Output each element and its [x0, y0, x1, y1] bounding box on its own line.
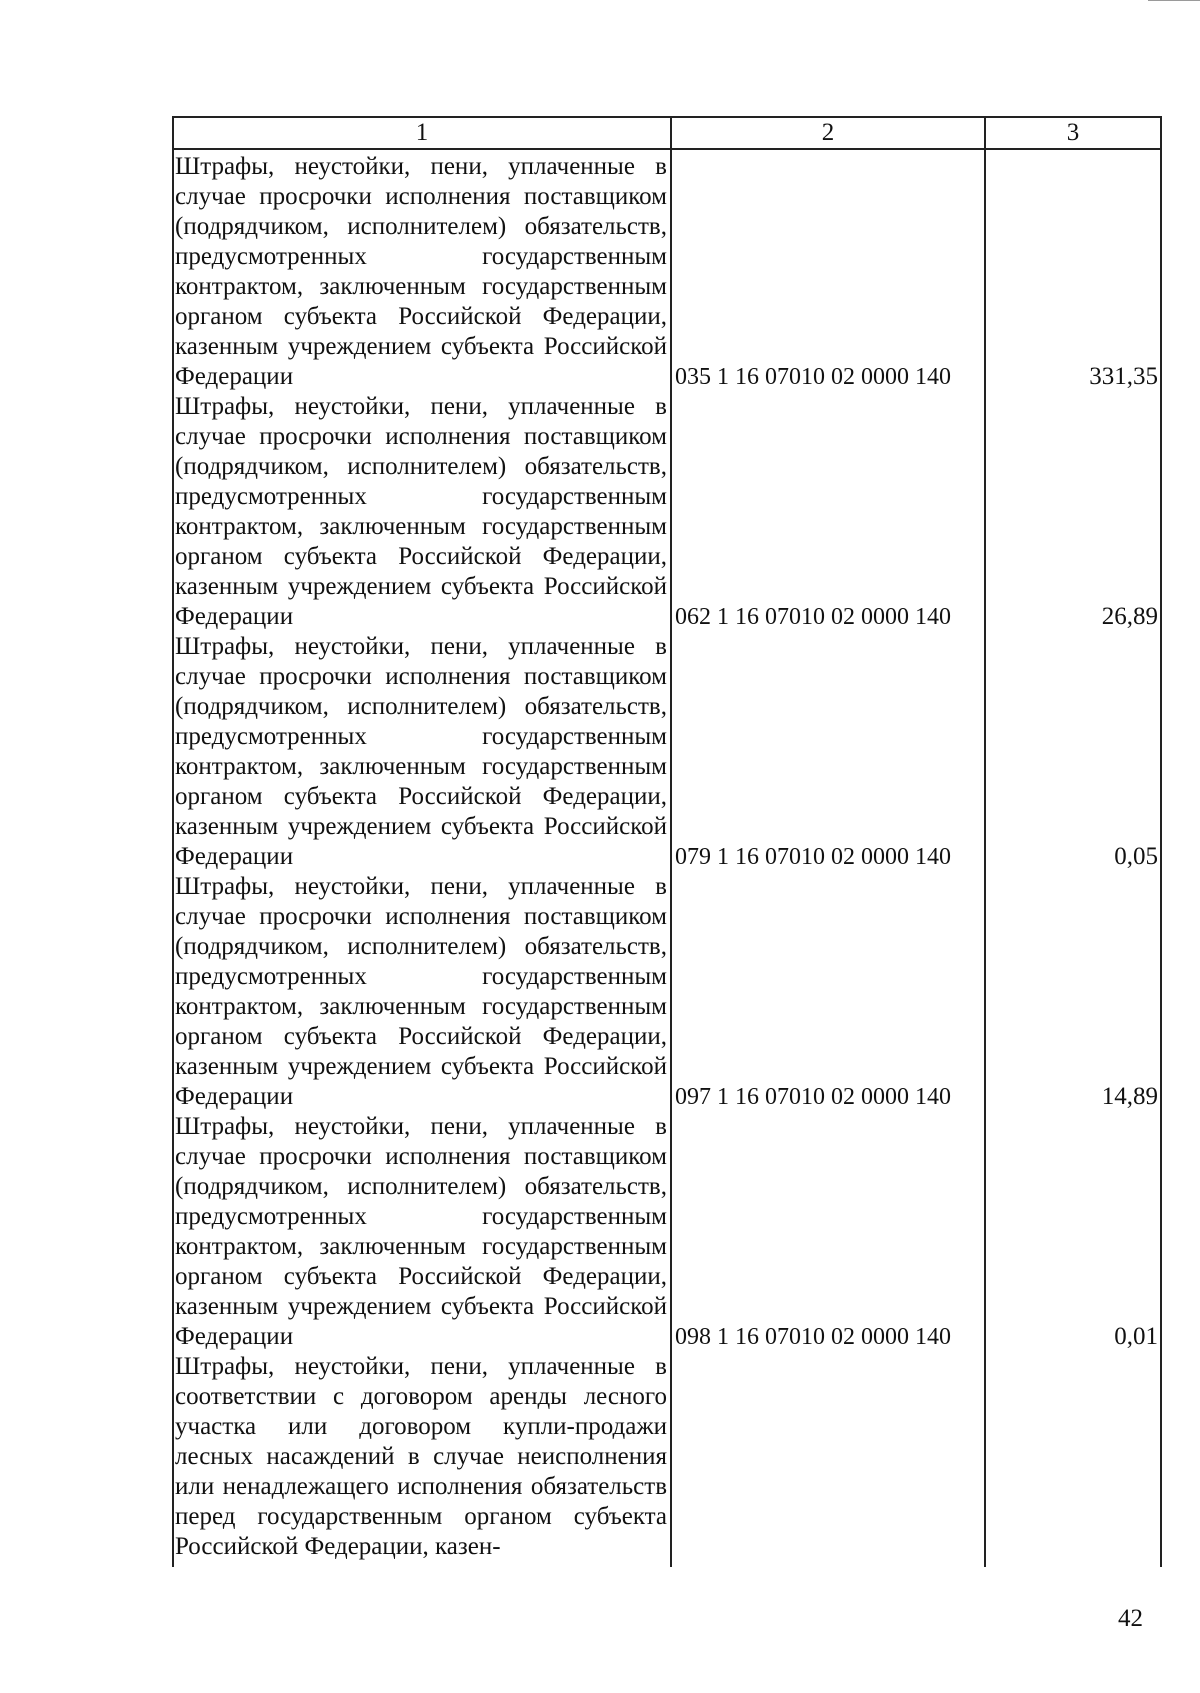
row-description: Штрафы, неустойки, пени, уплаченные в случае просрочки исполнения поставщиком (подрядчиком, исполнителем) обязательств, предусмотренных государственным контрактом, заключенным государственным органом субъекта Российской Федерации, казенным учреждением субъекта Российской Федерации [175, 393, 667, 630]
table-row [175, 1352, 667, 1562]
column-header-2: 2 [821, 119, 835, 146]
column-header-3: 3 [1066, 119, 1080, 146]
page-number: 42 [1118, 1605, 1143, 1632]
table-row [175, 392, 667, 632]
row-amount: 331,35 [1089, 363, 1158, 390]
table-row [175, 632, 667, 872]
row-code: 035 1 16 07010 02 0000 140 [675, 364, 951, 390]
row-amount: 26,89 [1101, 603, 1158, 630]
row-description: Штрафы, неустойки, пени, уплаченные в случае просрочки исполнения поставщиком (подрядчиком, исполнителем) обязательств, предусмотренных государственным контрактом, заключенным государственным органом субъекта Российской Федерации, казенным учреждением субъекта Российской Федерации [175, 1113, 667, 1350]
row-description: Штрафы, неустойки, пени, уплаченные в случае просрочки исполнения поставщиком (подрядчиком, исполнителем) обязательств, предусмотренных государственным контрактом, заключенным государственным органом субъекта Российской Федерации, казенным учреждением субъекта Российской Федерации [175, 873, 667, 1110]
row-amount: 14,89 [1101, 1083, 1158, 1110]
row-code: 062 1 16 07010 02 0000 140 [675, 604, 951, 630]
row-description: Штрафы, неустойки, пени, уплаченные в случае просрочки исполнения поставщиком (подрядчиком, исполнителем) обязательств, предусмотренных государственным контрактом, заключенным государственным органом субъекта Российской Федерации, казенным учреждением субъекта Российской Федерации [175, 633, 667, 870]
header-divider [172, 148, 1162, 150]
row-amount: 0,05 [1114, 843, 1158, 870]
column-divider-2 [984, 116, 986, 1567]
row-amount: 0,01 [1114, 1323, 1158, 1350]
scan-edge-mark [1148, 0, 1200, 3]
description-column [175, 152, 667, 1562]
table-row [175, 152, 667, 392]
column-header-1: 1 [415, 119, 429, 146]
row-code: 079 1 16 07010 02 0000 140 [675, 844, 951, 870]
row-description: Штрафы, неустойки, пени, уплаченные в соответствии с договором аренды лесного участка или договором купли-продажи лесных насаждений в случае неисполнения или ненадлежащего исполнения обязательств перед государственным органом субъекта Российской Федерации, казен- [175, 1353, 667, 1560]
row-code: 098 1 16 07010 02 0000 140 [675, 1324, 951, 1350]
table-row [175, 1112, 667, 1352]
table-row [175, 872, 667, 1112]
column-divider-1 [670, 116, 672, 1567]
row-description: Штрафы, неустойки, пени, уплаченные в случае просрочки исполнения поставщиком (подрядчиком, исполнителем) обязательств, предусмотренных государственным контрактом, заключенным государственным органом субъекта Российской Федерации, казенным учреждением субъекта Российской Федерации [175, 153, 667, 390]
row-code: 097 1 16 07010 02 0000 140 [675, 1084, 951, 1110]
